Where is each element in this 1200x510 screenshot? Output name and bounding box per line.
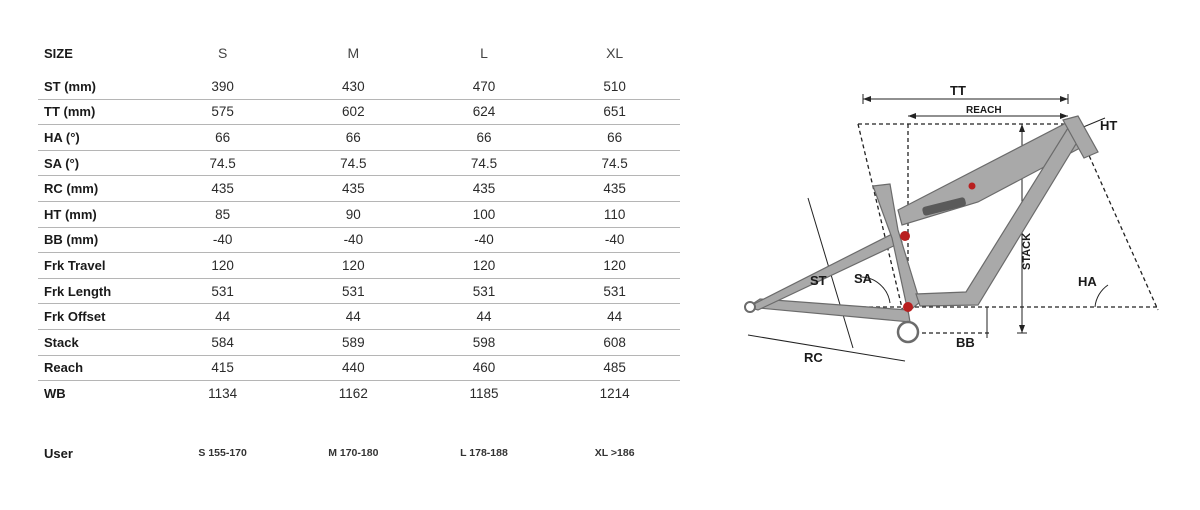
row-label: HT (mm) — [44, 206, 97, 222]
row-label: SA (°) — [44, 155, 80, 171]
table-row — [38, 356, 680, 382]
table-cell: 390 — [211, 78, 234, 94]
row-label: Frk Offset — [44, 309, 106, 325]
label-bb: BB — [956, 335, 975, 350]
table-row — [38, 74, 680, 100]
row-label: WB — [44, 385, 66, 401]
table-cell: 575 — [211, 104, 234, 120]
table-row — [38, 304, 680, 330]
table-cell: 435 — [603, 181, 626, 197]
label-reach: REACH — [966, 105, 1002, 116]
geometry-table — [38, 38, 680, 406]
label-stack: STACK — [1021, 232, 1033, 270]
table-row — [38, 202, 680, 228]
table-cell: 608 — [603, 334, 626, 350]
row-label: ST (mm) — [44, 78, 96, 94]
table-cell: 110 — [603, 206, 626, 222]
table-row — [38, 176, 680, 202]
size-m-header: M — [347, 45, 360, 61]
table-row — [38, 381, 680, 406]
table-cell: 100 — [472, 206, 496, 222]
rear-axle — [745, 302, 755, 312]
table-row — [38, 253, 680, 279]
table-cell: 74.5 — [209, 155, 236, 171]
table-cell: 531 — [342, 283, 365, 299]
table-row — [38, 228, 680, 254]
table-row — [38, 330, 680, 356]
rc-dimension-line — [748, 335, 905, 361]
table-cell: 44 — [215, 309, 231, 325]
label-sa: SA — [854, 271, 873, 286]
table-cell: 120 — [472, 257, 496, 273]
table-row — [38, 100, 680, 126]
row-label: HA (°) — [44, 129, 80, 145]
user-size-m: M 170-180 — [328, 447, 379, 459]
label-tt: TT — [950, 83, 966, 98]
table-cell: 435 — [472, 181, 496, 197]
frame-geometry-diagram — [730, 70, 1180, 390]
shock-mount — [969, 183, 976, 190]
table-cell: 460 — [472, 360, 496, 376]
table-cell: 531 — [472, 283, 496, 299]
user-label: User — [44, 445, 73, 461]
row-label: TT (mm) — [44, 104, 96, 120]
ha-angle-arc — [1095, 285, 1108, 307]
table-cell: -40 — [343, 232, 364, 248]
bike-frame — [745, 116, 1098, 342]
table-cell: 531 — [211, 283, 234, 299]
seatstay — [748, 232, 902, 310]
user-size-s: S 155-170 — [198, 447, 247, 459]
table-cell: 74.5 — [470, 155, 498, 171]
table-cell: 415 — [211, 360, 234, 376]
table-cell: 66 — [215, 129, 231, 145]
row-label: Frk Length — [44, 283, 112, 299]
table-cell: 440 — [342, 360, 365, 376]
table-cell: -40 — [212, 232, 233, 248]
label-st: ST — [810, 273, 827, 288]
size-xl-header: XL — [606, 45, 624, 61]
table-cell: 430 — [342, 78, 365, 94]
row-label: RC (mm) — [44, 181, 99, 197]
table-cell: 602 — [342, 104, 365, 120]
table-cell: 66 — [345, 129, 361, 145]
user-height-row — [38, 440, 680, 466]
table-cell: -40 — [604, 232, 625, 248]
user-size-xl: XL >186 — [594, 447, 635, 459]
table-cell: 90 — [345, 206, 361, 222]
table-cell: 470 — [472, 78, 496, 94]
user-size-l: L 178-188 — [460, 447, 508, 459]
table-body — [38, 74, 680, 406]
table-cell: 44 — [345, 309, 361, 325]
table-cell: 651 — [603, 104, 626, 120]
table-cell: 1185 — [469, 385, 499, 401]
table-header-row — [38, 38, 680, 68]
table-cell: 485 — [603, 360, 626, 376]
size-s-header: S — [217, 45, 228, 61]
label-ht: HT — [1100, 118, 1118, 133]
table-cell: 85 — [215, 206, 231, 222]
table-cell: 44 — [607, 309, 623, 325]
row-label: Reach — [44, 360, 84, 376]
table-cell: 1134 — [208, 385, 238, 401]
pivot-upper — [900, 231, 910, 241]
row-label: Stack — [44, 334, 79, 350]
table-cell: 44 — [476, 309, 492, 325]
bottom-bracket — [898, 322, 918, 342]
seat-tube-axis-line — [858, 124, 908, 333]
table-cell: 531 — [603, 283, 626, 299]
pivot-lower — [903, 302, 913, 312]
table-cell: 510 — [603, 78, 626, 94]
table-cell: 598 — [472, 334, 496, 350]
table-cell: 584 — [211, 334, 234, 350]
table-cell: 66 — [476, 129, 492, 145]
size-header-label: SIZE — [44, 45, 73, 61]
table-cell: 589 — [342, 334, 365, 350]
table-cell: 624 — [472, 104, 496, 120]
table-row — [38, 151, 680, 177]
table-cell: 74.5 — [340, 155, 367, 171]
row-label: BB (mm) — [44, 232, 99, 248]
size-l-header: L — [480, 45, 488, 61]
label-rc: RC — [804, 350, 823, 365]
table-cell: 120 — [603, 257, 626, 273]
table-cell: 435 — [211, 181, 234, 197]
table-cell: 74.5 — [601, 155, 628, 171]
table-cell: 435 — [342, 181, 365, 197]
table-row — [38, 279, 680, 305]
down-tube — [916, 128, 1082, 306]
table-cell: -40 — [474, 232, 494, 248]
table-cell: 120 — [342, 257, 365, 273]
row-label: Frk Travel — [44, 257, 106, 273]
table-cell: 120 — [211, 257, 234, 273]
table-cell: 1214 — [599, 385, 630, 401]
table-row — [38, 125, 680, 151]
table-cell: 66 — [607, 129, 623, 145]
table-cell: 1162 — [338, 385, 368, 401]
label-ha: HA — [1078, 274, 1097, 289]
